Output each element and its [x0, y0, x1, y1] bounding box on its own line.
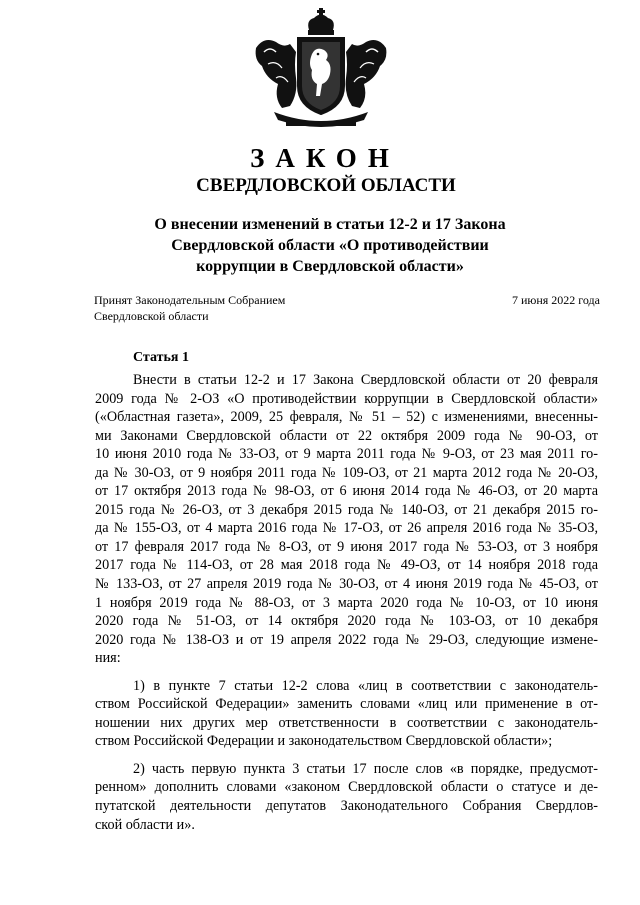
text-line: ренном» дополнить словами «законом Свердловской области о статусе и де-	[95, 779, 598, 796]
law-subject	[120, 214, 540, 277]
text-line: ством Российской Федерации и законодательством Свердловской области»;	[95, 733, 553, 750]
text-line: 1 ноября 2019 года № 88-ОЗ, от 3 марта 2020 года № 10-ОЗ, от 10 июня	[95, 594, 598, 611]
text-line: да № 30-ОЗ, от 9 ноября 2011 года № 109-ОЗ, от 21 марта 2012 года № 20-ОЗ,	[95, 464, 598, 481]
text-line: ской области и».	[95, 816, 195, 833]
text-line: 2015 года № 26-ОЗ, от 3 декабря 2015 года № 140-ОЗ, от 21 декабря 2015 го-	[95, 501, 598, 518]
law-title: ЗАКОН	[250, 143, 400, 173]
text-line: № 133-ОЗ, от 27 апреля 2019 года № 30-ОЗ, от 4 июня 2019 года № 45-ОЗ, от	[95, 576, 598, 593]
paragraph-main	[95, 371, 598, 668]
region-title: СВЕРДЛОВСКОЙ ОБЛАСТИ	[196, 175, 456, 196]
text-line: от 17 октября 2013 года № 98-ОЗ, от 6 июня 2014 года № 46-ОЗ, от 20 марта	[95, 483, 598, 500]
subject-line: Свердловской области «О противодействии	[171, 237, 489, 254]
adopted-by-line: Принят Законодательным Собранием	[94, 293, 286, 307]
amendment-item-1	[95, 677, 598, 751]
adopted-by	[94, 292, 285, 324]
subject-line: О внесении изменений в статьи 12-2 и 17 Закона	[154, 216, 506, 233]
text-line: («Областная газета», 2009, 25 февраля, № 51 – 52) с изменениями, внесенны-	[95, 409, 598, 426]
text-line: 2) часть первую пункта 3 статьи 17 после слов «в порядке, предусмот-	[133, 760, 598, 777]
text-line: ношении них других мер ответственности в соответствии с законодатель-	[95, 714, 598, 731]
coat-of-arms-emblem	[246, 8, 396, 133]
adopted-by-line: Свердловской области	[94, 309, 209, 323]
text-line: ством Российской Федерации» заменить словами «лиц или применение в от-	[95, 696, 598, 713]
text-line: 2009 года № 2-ОЗ «О противодействии коррупции в Свердловской области»	[95, 390, 598, 407]
text-line: 2020 года № 51-ОЗ, от 14 октября 2020 года № 103-ОЗ, от 10 декабря	[95, 613, 598, 630]
adoption-date: 7 июня 2022 года	[511, 293, 600, 307]
text-line: ми Законами Свердловской области от 22 октября 2009 года № 90-ОЗ, от	[95, 427, 598, 444]
article-heading: Статья 1	[133, 350, 189, 365]
text-line: 2017 года № 114-ОЗ, от 28 мая 2018 года № 49-ОЗ, от 14 ноября 2018 года	[95, 557, 598, 574]
text-line: от 17 февраля 2017 года № 8-ОЗ, от 9 июня 2017 года № 53-ОЗ, от 3 ноября	[95, 538, 598, 555]
text-line: путатской деятельности депутатов Законодательного Собрания Свердлов-	[95, 798, 598, 815]
subject-line: коррупции в Свердловской области»	[196, 258, 464, 275]
text-line: 10 июня 2010 года № 33-ОЗ, от 9 марта 2011 года № 9-ОЗ, от 23 мая 2011 го-	[95, 446, 598, 463]
amendment-item-2	[95, 760, 598, 834]
article-body	[95, 371, 598, 834]
text-line: Внести в статьи 12-2 и 17 Закона Свердловской области от 20 февраля	[133, 372, 598, 388]
text-line: да № 155-ОЗ, от 4 марта 2016 года № 17-ОЗ, от 26 апреля 2016 года № 35-ОЗ,	[95, 520, 598, 537]
text-line: ния:	[95, 650, 121, 667]
text-line: 2020 года № 138-ОЗ и от 19 апреля 2022 года № 29-ОЗ, следующие измене-	[95, 631, 598, 648]
text-line: 1) в пункте 7 статьи 12-2 слова «лиц в соответствии с законодатель-	[133, 677, 598, 694]
